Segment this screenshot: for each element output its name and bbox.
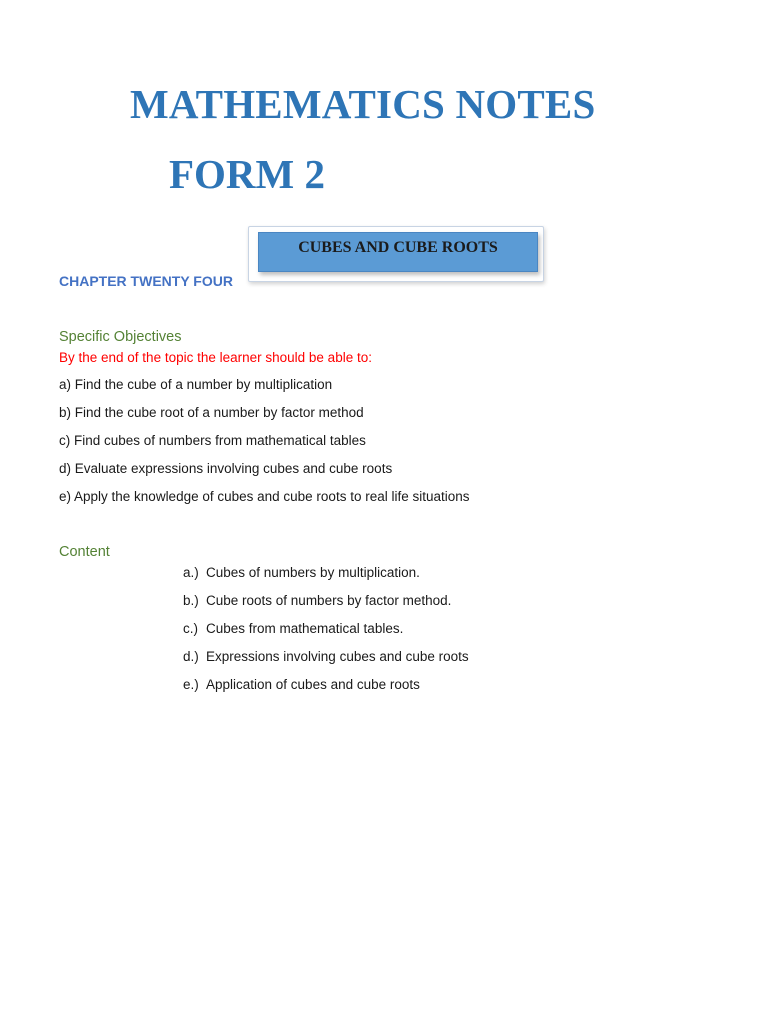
content-item-marker: a.) [183,565,199,580]
content-item-marker: c.) [183,621,198,636]
content-heading: Content [59,544,110,560]
objective-item: b) Find the cube root of a number by factor method [59,405,364,420]
objective-item: e) Apply the knowledge of cubes and cube roots to real life situations [59,489,470,504]
objective-item: d) Evaluate expressions involving cubes and cube roots [59,461,393,476]
content-item-text: Cube roots of numbers by factor method. [206,593,452,608]
content-item [183,565,420,580]
content-item-marker: e.) [183,677,199,692]
content-item [183,621,403,636]
content-item-text: Cubes of numbers by multiplication. [206,565,420,580]
chapter-heading: CHAPTER TWENTY FOUR [59,273,233,289]
objective-item: a) Find the cube of a number by multiplication [59,377,333,392]
document-subtitle-form: FORM 2 [169,151,325,197]
content-item [183,593,451,608]
content-item-marker: d.) [183,649,199,664]
document-title: MATHEMATICS NOTES [130,81,596,127]
objectives-heading: Specific Objectives [59,329,182,345]
content-item [183,649,469,664]
content-item [183,677,420,692]
content-item-text: Application of cubes and cube roots [206,677,420,692]
content-item-marker: b.) [183,593,199,608]
topic-title: CUBES AND CUBE ROOTS [298,239,498,256]
content-item-text: Cubes from mathematical tables. [206,621,404,636]
topic-box [258,232,538,272]
objective-item: c) Find cubes of numbers from mathematical tables [59,433,366,448]
objectives-intro: By the end of the topic the learner should be able to: [59,350,372,365]
content-item-text: Expressions involving cubes and cube roots [206,649,469,664]
